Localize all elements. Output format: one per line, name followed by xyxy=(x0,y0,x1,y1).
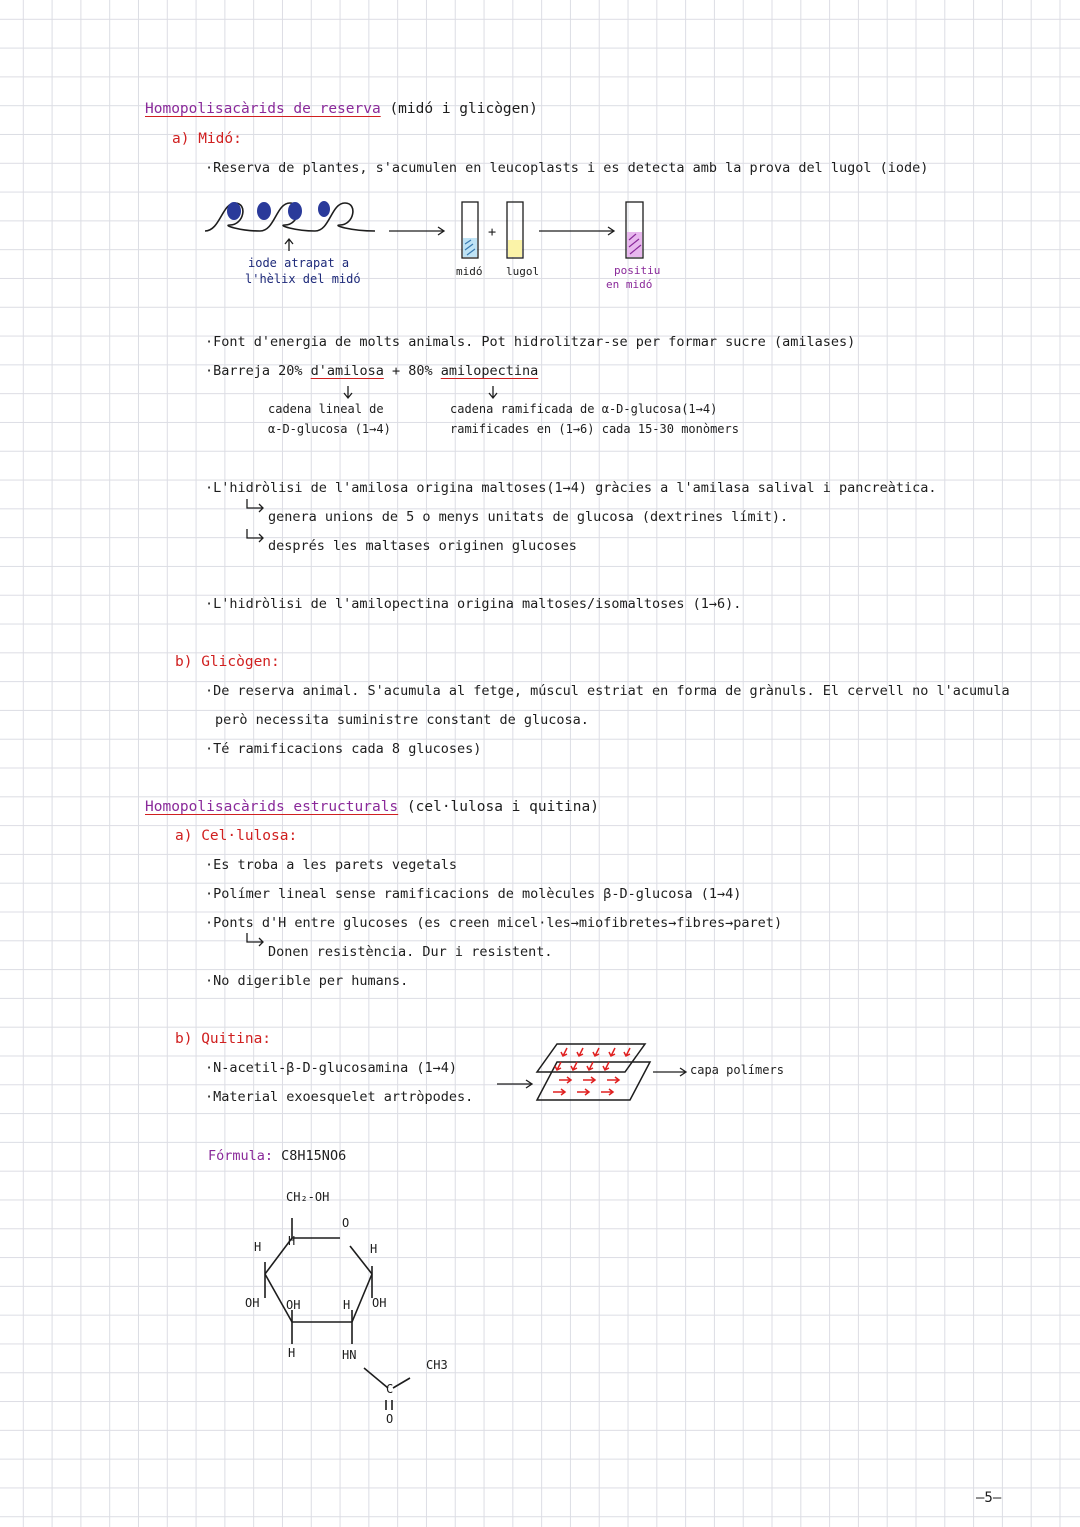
struct-c: C xyxy=(386,1382,394,1396)
section-heading-reserva xyxy=(145,101,538,117)
glicogen-line-2: ·Té ramificacions cada 8 glucoses) xyxy=(205,741,482,757)
page-number: —5— xyxy=(976,1490,1002,1506)
heading-title: Homopolisacàrids de reserva xyxy=(145,101,381,117)
hidrolisi-amilosa: ·L'hidròlisi de l'amilosa origina maltoses(1→4) gràcies a l'amilasa salival i pancreàtica. xyxy=(205,480,937,496)
heading-subtitle: (midó i glicògen) xyxy=(389,101,538,117)
subheading-glicogen: b) Glicògen: xyxy=(175,654,280,670)
struct-h4: H xyxy=(343,1298,351,1312)
cellulosa-line-2: ·Polímer lineal sense ramificacions de molècules β-D-glucosa (1→4) xyxy=(205,886,742,902)
cellulosa-line-3-sub: Donen resistència. Dur i resistent. xyxy=(268,944,553,960)
amilopectina-desc-2: ramificades en (1→6) cada 15-30 monòmers xyxy=(450,422,739,436)
struct-ch2oh: CH₂-OH xyxy=(286,1190,330,1204)
struct-oh1: OH xyxy=(245,1296,260,1310)
struct-oh3: OH xyxy=(372,1296,387,1310)
down-arrow-icon xyxy=(343,385,353,399)
arrow-right-icon xyxy=(538,226,618,236)
subheading-cellulosa: a) Cel·lulosa: xyxy=(175,828,298,844)
hidrolisi-amilopectina: ·L'hidròlisi de l'amilopectina origina maltoses/isomaltoses (1→6). xyxy=(205,596,742,612)
amilopectina-term: amilopectina xyxy=(440,363,539,379)
struct-o-ring: O xyxy=(342,1216,350,1230)
cellulosa-line-4: ·No digerible per humans. xyxy=(205,973,409,989)
mido-line-2: ·Font d'energia de molts animals. Pot hidrolitzar-se per formar sucre (amilases) xyxy=(205,334,856,350)
tube-label-lugol: lugol xyxy=(506,265,540,278)
tube-label-mido: midó xyxy=(456,265,483,278)
hidrolisi-sub-1: genera unions de 5 o menys unitats de glucosa (dextrines límit). xyxy=(268,509,789,525)
sub-arrow-icon xyxy=(245,528,265,544)
down-arrow-icon xyxy=(488,385,498,399)
struct-h5: H xyxy=(288,1346,296,1360)
formula-label: Fórmula: xyxy=(208,1148,274,1164)
amilosa-desc-1: cadena lineal de xyxy=(268,402,384,416)
struct-h3: H xyxy=(370,1242,378,1256)
subheading-mido: a) Midó: xyxy=(172,131,242,147)
layer-label: capa polímers xyxy=(690,1063,784,1077)
hidrolisi-sub-2: després les maltases originen glucoses xyxy=(268,538,577,554)
up-arrow-icon xyxy=(284,238,294,252)
heading-title: Homopolisacàrids estructurals xyxy=(145,799,399,815)
barreja-prefix: ·Barreja 20% xyxy=(205,363,311,379)
amilosa-desc-2: α-D-glucosa (1→4) xyxy=(268,422,391,436)
formula-value: C8H15NO6 xyxy=(281,1148,347,1164)
test-tube-lugol-icon xyxy=(505,200,525,262)
helix-label-2: l'hèlix del midó xyxy=(245,272,361,286)
struct-hn: HN xyxy=(342,1348,357,1362)
result-label-2: en midó xyxy=(606,278,653,291)
amilopectina-desc-1: cadena ramificada de α-D-glucosa(1→4) xyxy=(450,402,718,416)
polymer-layers-diagram xyxy=(495,1040,695,1106)
glicogen-line-1: ·De reserva animal. S'acumula al fetge, múscul estriat en forma de grànuls. El cervell no l'acumula xyxy=(205,683,1010,699)
quitina-line-2: ·Material exoesquelet artròpodes. xyxy=(205,1089,474,1105)
mido-line-1: ·Reserva de plantes, s'acumulen en leucoplasts i es detecta amb la prova del lugol (iode) xyxy=(205,160,929,176)
struct-ch3: CH3 xyxy=(426,1358,448,1372)
cellulosa-line-1: ·Es troba a les parets vegetals xyxy=(205,857,457,873)
plus-sign: + xyxy=(488,224,497,240)
barreja-mid: + 80% xyxy=(383,363,441,379)
chemical-structure-diagram xyxy=(240,1210,420,1410)
amilosa-term: d'amilosa xyxy=(310,363,384,379)
struct-oh2: OH xyxy=(286,1298,301,1312)
sub-arrow-icon xyxy=(245,498,265,514)
result-label-1: positiu xyxy=(614,264,661,277)
cellulosa-line-3: ·Ponts d'H entre glucoses (es creen micel·les→miofibretes→fibres→paret) xyxy=(205,915,783,931)
formula-line xyxy=(208,1148,346,1164)
heading-subtitle: (cel·lulosa i quitina) xyxy=(406,799,599,815)
test-tube-positive-icon xyxy=(624,200,646,262)
struct-h1: H xyxy=(254,1240,262,1254)
subheading-quitina: b) Quitina: xyxy=(175,1031,272,1047)
test-tube-mido-icon xyxy=(460,200,480,262)
sub-arrow-icon xyxy=(245,932,265,948)
glicogen-line-1b: però necessita suministre constant de glucosa. xyxy=(215,712,589,728)
struct-h2: H xyxy=(288,1234,296,1248)
section-heading-estructurals xyxy=(145,799,599,815)
arrow-right-icon xyxy=(388,226,448,236)
quitina-line-1: ·N-acetil-β-D-glucosamina (1→4) xyxy=(205,1060,457,1076)
helix-label-1: iode atrapat a xyxy=(248,256,350,270)
struct-o-carbonyl: O xyxy=(386,1412,394,1426)
mido-barreja-line xyxy=(205,363,538,379)
starch-helix-diagram xyxy=(200,193,380,243)
